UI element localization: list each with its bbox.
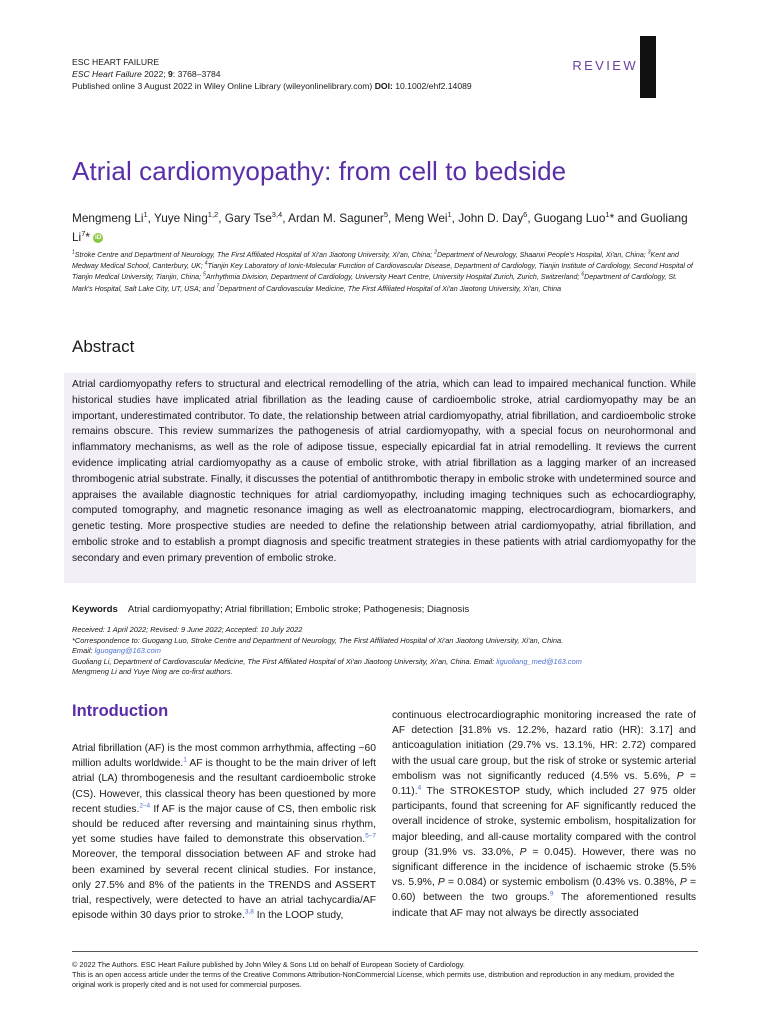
email-link[interactable]: liguoliang_med@163.com [496, 656, 582, 666]
stat-symbol: P [679, 877, 687, 889]
author-affiliation-ref: 1,2 [207, 210, 219, 220]
body-text: = 0.084) or systemic embolism (0.43% vs. 0.38%, [444, 877, 680, 889]
affiliation-number: 2 [434, 249, 437, 256]
author-separator: * [85, 230, 90, 244]
affiliation-number: 5 [203, 272, 206, 279]
orcid-icon[interactable]: iD [94, 233, 102, 241]
abstract-text: Atrial cardiomyopathy refers to structural and electrical remodelling of the atria, which can lead to impaired mechanical function. While historical studies have implicated atrial fibrillation as the leading cause of cardioembolic stroke, atrial cardiomyopathy may be an important, underestimated contributor. To date, the relationship between atrial cardiomyopathy, atrial fibrillation, and cardioembolic stroke remains obscure. This review summarizes the pathogenesis of atrial cardiomyopathy, with a special focus on neurohormonal and inflammatory mechanisms, as well as the role of adipose tissue, especially epicardial fat in atrial remodelling. It reviews the current evidence implicating atrial cardiomyopathy as a cause of embolic stroke, with atrial fibrillation as a lagging marker of an increased thrombogenic atrial substrate. Finally, it discusses the potential of antithrombotic therapy in embolic stroke with undetermined source and appraises the available diagnostic techniques for atrial cardiomyopathy, including imaging techniques such as echocardiography, computed tomography, and magnetic resonance imaging as well as electroanatomic mapping, electrocardiogram, biomarkers, and genetic testing. More prospective studies are needed to define the relationship between atrial cardiomyopathy, atrial fibrillation, and embolic stroke and to establish a prompt diagnosis and specific treatment strategies in these patients with atrial cardiomyopathy for the secondary and even primary prevention of embolic stroke. [72, 379, 696, 564]
citation-ref[interactable]: 4 [417, 784, 422, 792]
second-correspondence: Guoliang Li, Department of Cardiovascular Medicine, The First Affiliated Hospital of Xi'an Jiaotong University, Xi'an, China. Email: liguoliang_med@163.com [72, 656, 582, 666]
body-text: continuous electrocardiographic monitoring increased the rate of AF detection [31.8% vs. 12.2%, hazard ratio (HR): 3.17] and anticoagulation initiation (29.7% vs. 13.1%, HR: 2.72) compared with the usual care group, but the risk of stroke or systemic arterial embolism was not significantly reduced (4.5% vs. 5.6%, [392, 710, 696, 782]
email-line-1: Email: lguogang@163.com [72, 646, 161, 656]
header-bar [640, 36, 656, 98]
author-name[interactable]: Guoliang Li [72, 211, 688, 244]
author-affiliation-ref: 5 [383, 210, 389, 220]
author-name[interactable]: Mengmeng Li [72, 211, 144, 225]
affiliation-text: Arrhythmia Division, Department of Cardiology, University Heart Centre, University Hospital Zurich, Zurich, Switzerland; [205, 273, 582, 282]
cofirst-note: Mengmeng Li and Yuye Ning are co-first authors. [72, 667, 233, 677]
dates: Received: 1 April 2022; Revised: 9 June 2022; Accepted: 10 July 2022 [72, 625, 303, 634]
author-name[interactable]: Meng Wei [394, 211, 448, 225]
introduction-heading: Introduction [72, 702, 169, 720]
author-affiliation-ref: 1 [605, 210, 610, 220]
author-name[interactable]: Guogang Luo [533, 211, 606, 225]
author-separator: , [388, 211, 395, 225]
author-name[interactable]: Yuye Ning [154, 211, 208, 225]
citation-ref[interactable]: 5–7 [365, 832, 376, 840]
affiliation-number: 6 [581, 272, 585, 279]
body-text: If AF is the major cause of CS, then embolic risk should be reduced after reversing and maintaining sinus rhythm, yet some studies have failed to demonstrate this observation. [72, 803, 376, 846]
author-separator: , [451, 211, 459, 225]
intro-right-column [392, 708, 696, 921]
author-name[interactable]: John D. Day [458, 211, 524, 225]
author-affiliation-ref: 6 [523, 210, 528, 220]
author-affiliation-ref: 3,4 [271, 210, 283, 220]
section-label: REVIEW [572, 58, 638, 73]
body-text: The aforementioned results indicate that AF may not always be directly associated [392, 892, 696, 919]
keywords [72, 604, 698, 615]
stat-symbol: P [437, 877, 445, 889]
body-text: AF is thought to be the main driver of left atrial (LA) thrombogenesis and the resultant cardioembolic stroke (CS). However, this classical theory has been questioned by more recent studies. [72, 758, 376, 815]
email-link[interactable]: lguogang@163.com [94, 646, 161, 656]
keywords-label: Keywords [72, 604, 118, 615]
copyright-line: © 2022 The Authors. ESC Heart Failure published by John Wiley & Sons Ltd on behalf of European Society of Cardiology. [72, 960, 465, 969]
affiliation-text: Department of Neurology, Shaanxi People's Hospital, Xi'an, China; [436, 251, 648, 259]
publication-line: Published online 3 August 2022 in Wiley Online Library (wileyonlinelibrary.com) DOI: 10.1002/ehf2.14089 [72, 80, 472, 91]
journal-name: ESC HEART FAILURE [72, 57, 160, 67]
author-separator: , [147, 211, 154, 225]
journal-header [72, 57, 472, 92]
author-affiliation-ref: 1 [143, 210, 148, 220]
author-list [72, 209, 698, 247]
author-name[interactable]: Ardan M. Saguner [288, 211, 384, 225]
author-separator: , [527, 211, 534, 225]
license-text: This is an open access article under the terms of the Creative Commons Attribution-NonCommercial License, which permits use, distribution and reproduction in any medium, provided the original work is properly cited and is not used for commercial purposes. [72, 970, 675, 990]
body-text: = 0.11). [392, 770, 696, 798]
stat-symbol: P [519, 846, 527, 858]
affiliation-number: 7 [216, 283, 220, 290]
affiliation-number: 4 [204, 260, 208, 267]
author-separator: * and [609, 211, 641, 225]
affiliation-text: Department of Cardiology, St. Mark's Hospital, Salt Lake City, UT, USA; and [72, 273, 678, 293]
correspondence: *Correspondence to: Guogang Luo, Stroke Centre and Department of Neurology, The First Affiliated Hospital of Xi'an Jiaotong University, Xi'an, China. [72, 635, 564, 645]
body-text: Atrial fibrillation (AF) is the most common arrhythmia, affecting ~60 million adults worldwide. [72, 743, 376, 770]
doi-link[interactable]: 10.1002/ehf2.14089 [392, 80, 472, 91]
intro-left-column [72, 741, 376, 923]
body-text: In the LOOP study, [253, 910, 344, 922]
affiliation-text: Department of Cardiovascular Medicine, The First Affiliated Hospital of Xi'an Jiaotong University, Xi'an, China [219, 284, 562, 293]
author-affiliation-ref: 1 [447, 210, 452, 220]
abstract-heading: Abstract [72, 337, 135, 356]
footer-divider [72, 951, 698, 952]
author-separator: , [218, 211, 225, 225]
stat-symbol: P [676, 770, 684, 782]
citation-ref[interactable]: 9 [549, 891, 554, 899]
citation: ESC Heart Failure 2022; 9: 3768–3784 [72, 68, 221, 79]
affiliation-text: Tianjin Key Laboratory of Ionic-Molecular Function of Cardiovascular Disease, Department of Cardiology, Tianjin Institute of Cardiology, Second Hospital of Tianjin Medical University, Tianjin, China; [72, 262, 693, 282]
author-separator: , [282, 211, 289, 225]
body-text: The STROKESTOP study, which included 27 975 older participants, found that screening for AF significantly reduced the overall incidence of stroke, systemic embolism, hospitalization for major bleeding, and all-cause mortality compared with the control group (31.9% vs. 33.0%, [392, 786, 696, 858]
author-name[interactable]: Gary Tse [224, 211, 272, 225]
body-text: = 0.045). However, there was no significant difference in the incidence of ischaemic stroke (5.5% vs. 5.9%, [392, 846, 696, 889]
citation-ref[interactable]: 3,8 [244, 908, 254, 916]
affiliation-text: Kent and Medway Medical School, Canterbury, UK; [72, 251, 679, 271]
affiliation-number: 1 [72, 249, 75, 256]
author-affiliation-ref: 7 [81, 229, 86, 239]
license-footer [72, 960, 698, 991]
article-title: Atrial cardiomyopathy: from cell to bedside [72, 156, 567, 186]
affiliations [72, 250, 698, 295]
body-text: Moreover, the temporal dissociation between AF and stroke had been examined by several recent clinical studies. For instance, only 27.5% and 8% of the patients in the TRENDS and ASSERT trial, respectively, were detected to have an atrial tachycardia/AF episode within 30 days prior to stroke. [72, 849, 376, 922]
keywords-text: Atrial cardiomyopathy; Atrial fibrillation; Embolic stroke; Pathogenesis; Diagnosis [127, 604, 470, 615]
citation-ref[interactable]: 1 [183, 756, 187, 764]
citation-ref[interactable]: 2–4 [139, 802, 151, 810]
body-text: = 0.60) between the two groups. [392, 877, 697, 904]
article-meta [72, 625, 698, 678]
affiliation-text: Stroke Centre and Department of Neurology, The First Affiliated Hospital of Xi'an Jiaotong University, Xi'an, China; [74, 251, 435, 259]
affiliation-number: 3 [647, 249, 651, 256]
